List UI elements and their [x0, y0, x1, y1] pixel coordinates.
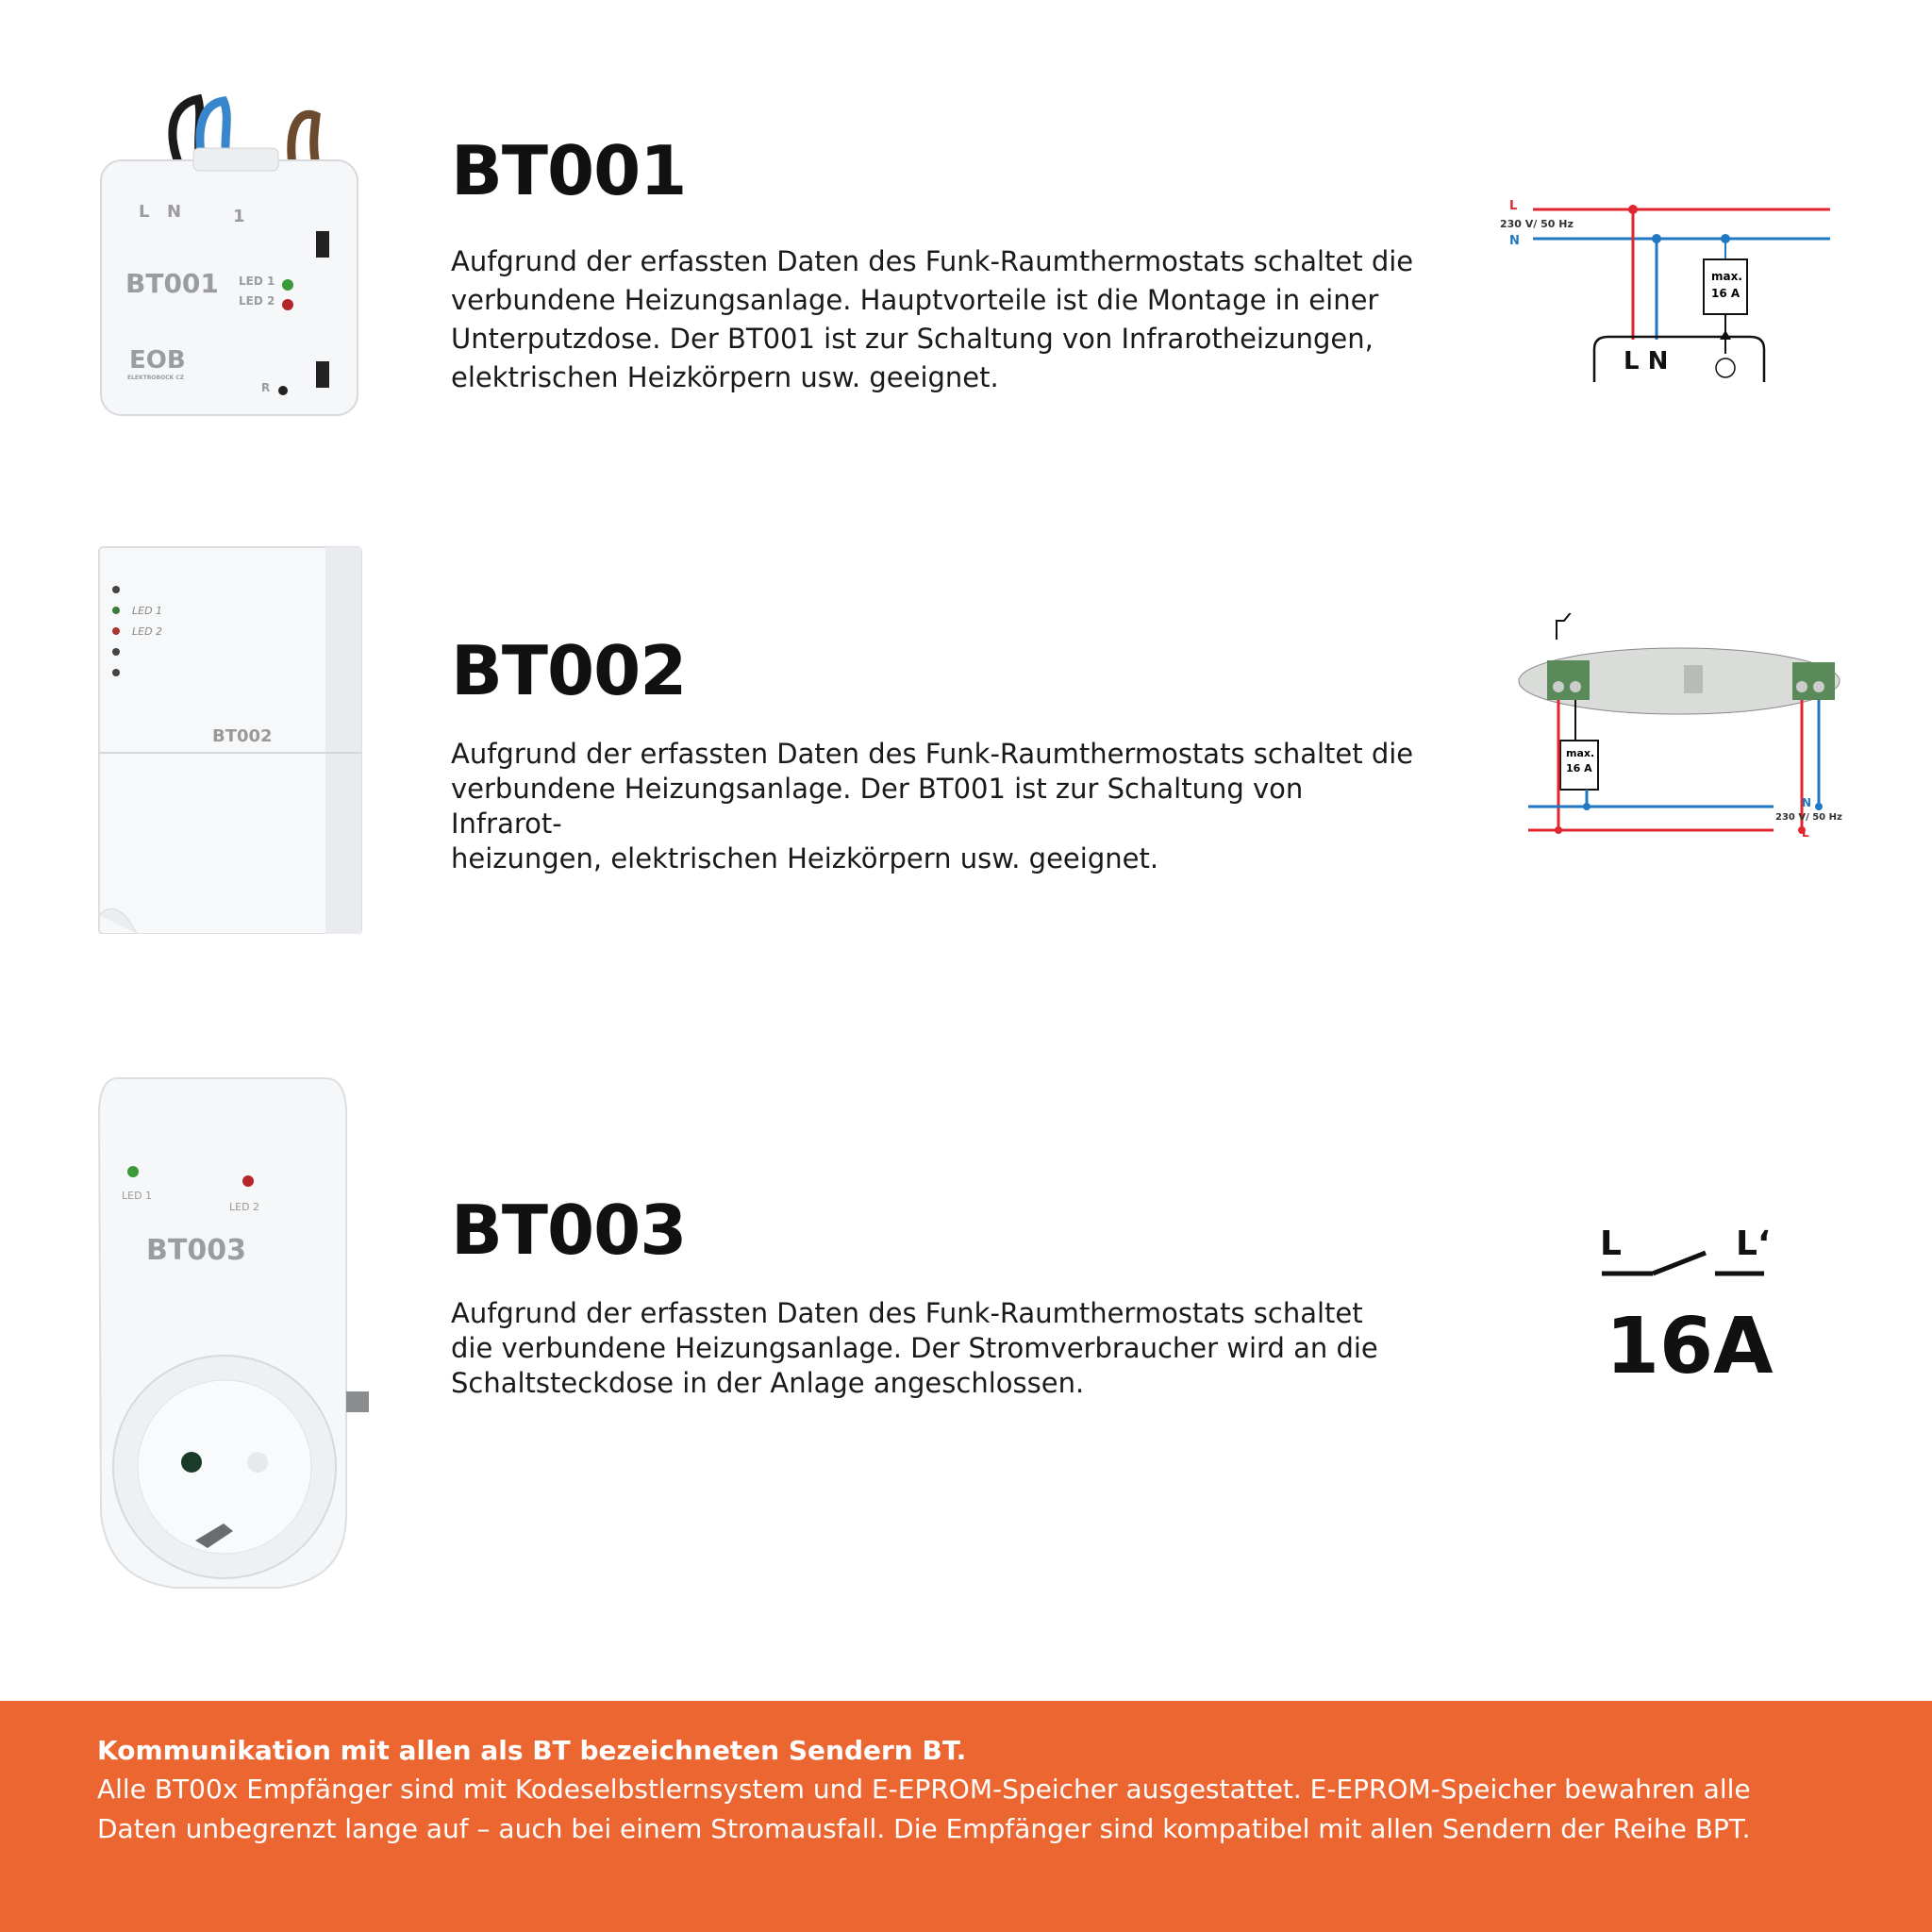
- bt003-switch-rating: [1594, 1217, 1774, 1387]
- max-label: max.: [1711, 270, 1742, 283]
- switch-output-label: L‘: [1736, 1224, 1771, 1263]
- max-current-label: 16 A: [1711, 287, 1740, 300]
- max-label: max.: [1566, 747, 1595, 759]
- live-label: L: [1802, 826, 1809, 840]
- product-title: BT003: [451, 1191, 687, 1270]
- current-rating-label: 16A: [1606, 1302, 1774, 1387]
- neutral-label: N: [1802, 796, 1812, 809]
- led2-label: LED 2: [132, 625, 163, 638]
- product-description: [451, 1296, 1423, 1401]
- product-title: BT001: [451, 131, 687, 210]
- led2-label: LED 2: [239, 294, 275, 308]
- bt003-device-image: [90, 1071, 373, 1599]
- brand-subtitle: ELEKTROBOCK CZ: [127, 375, 185, 381]
- description-line: die verbundene Heizungsanlage. Der Stromverbraucher wird an die: [451, 1332, 1378, 1364]
- description-line: Schaltsteckdose in der Anlage angeschlossen.: [451, 1367, 1085, 1399]
- neutral-label: N: [1509, 234, 1520, 248]
- product-description: [451, 737, 1423, 876]
- switch-input-label: L: [1600, 1224, 1622, 1263]
- reset-button: [278, 386, 288, 395]
- brand-logo: EOB: [129, 346, 186, 375]
- description-line: heizungen, elektrischen Heizkörpern usw. geeignet.: [451, 842, 1159, 874]
- device-model-label: BT001: [125, 268, 219, 299]
- device-model-label: BT002: [212, 726, 273, 746]
- bt001-wiring-diagram: [1495, 193, 1835, 382]
- bt002-device-image: [90, 538, 373, 934]
- terminal-l-label: L: [139, 202, 150, 222]
- voltage-label: 230 V/ 50 Hz: [1775, 812, 1842, 823]
- max-current-label: 16 A: [1566, 762, 1592, 774]
- led1-label: LED 1: [132, 605, 163, 617]
- banner-body: [97, 1770, 1871, 1849]
- product-description: Aufgrund der erfassten Daten des Funk-Raumthermostats schaltet die verbundene Heizungsanlage. Hauptvorteile ist die Montage in einer Unterputzdose. Der BT001 ist zur Schaltung von Infrarotheizungen, elektrischen Heizkörpern usw. geeignet.: [451, 245, 1414, 393]
- product-title: BT002: [451, 631, 687, 710]
- led1-label: LED 1: [122, 1190, 153, 1202]
- compatibility-banner: [0, 1701, 1932, 1932]
- led2-indicator: [282, 299, 293, 310]
- description-line: Aufgrund der erfassten Daten des Funk-Raumthermostats schaltet: [451, 1297, 1363, 1329]
- terminal-1-label: 1: [233, 207, 245, 226]
- banner-title: Kommunikation mit allen als BT bezeichneten Sendern BT.: [97, 1735, 967, 1766]
- voltage-label: 230 V/ 50 Hz: [1500, 218, 1574, 230]
- bt001-device-image: [90, 90, 373, 429]
- banner-line: Alle BT00x Empfänger sind mit Kodeselbstlernsystem und E-EPROM-Speicher ausgestattet. E-EPROM-Speicher bewahren alle: [97, 1774, 1751, 1805]
- description-line: Aufgrund der erfassten Daten des Funk-Raumthermostats schaltet die: [451, 738, 1414, 770]
- led1-indicator: [282, 279, 293, 291]
- banner-line: Daten unbegrenzt lange auf – auch bei einem Stromausfall. Die Empfänger sind kompatibel mit allen Sendern der Reihe BPT.: [97, 1813, 1751, 1844]
- device-terminals-label: L N: [1624, 347, 1669, 375]
- live-label: L: [1509, 199, 1518, 213]
- led2-label: LED 2: [229, 1201, 260, 1213]
- description-line: verbundene Heizungsanlage. Der BT001 ist zur Schaltung von Infrarot-: [451, 773, 1304, 840]
- bt002-wiring-diagram: [1509, 613, 1844, 849]
- terminal-n-label: N: [167, 202, 182, 222]
- device-model-label: BT003: [146, 1234, 246, 1267]
- led1-label: LED 1: [239, 275, 275, 288]
- reset-label: R: [261, 381, 271, 394]
